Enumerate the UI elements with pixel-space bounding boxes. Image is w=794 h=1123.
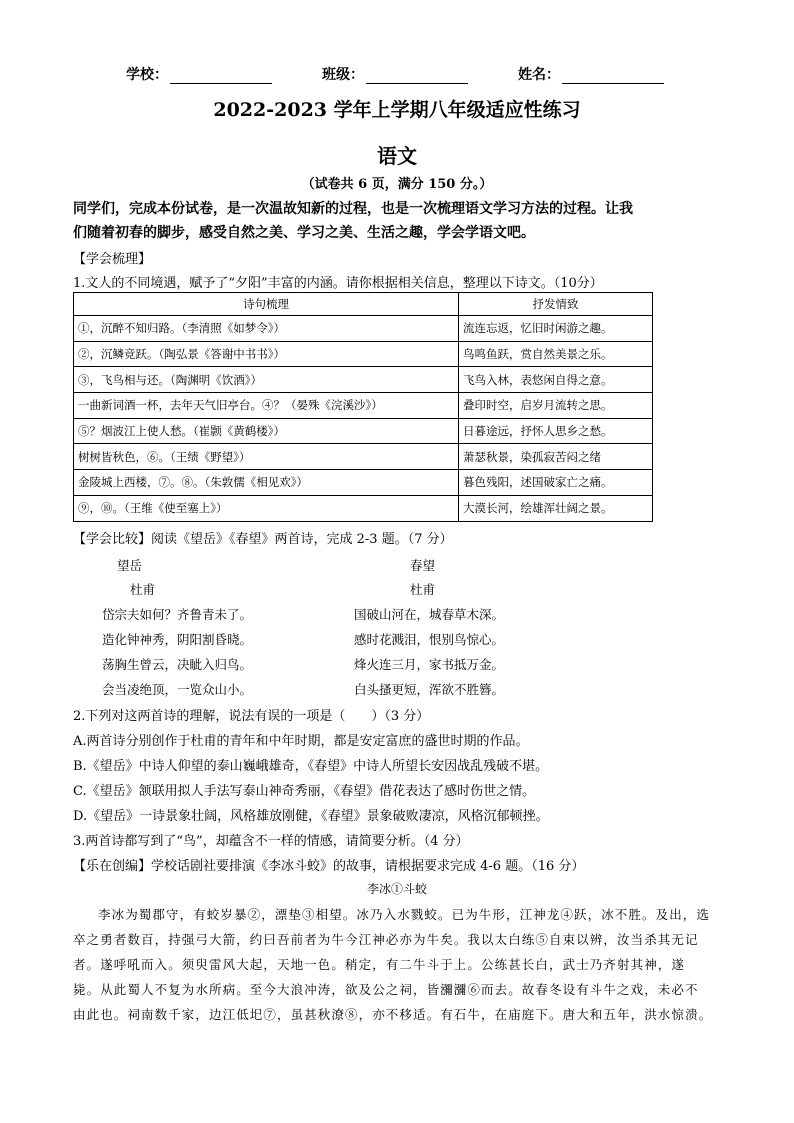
table-row — [74, 495, 653, 521]
table-cell-feeling: 飞鸟入林，表悠闲自得之意。 — [459, 367, 653, 393]
name-label: 姓名： — [518, 67, 560, 83]
subject-title: 语文 — [377, 144, 417, 168]
table-row — [74, 418, 653, 444]
poem1-line: 岱宗夫如何？齐鲁青未了。 — [102, 607, 253, 622]
table-cell-feeling: 叠印时空，启岁月流转之思。 — [459, 393, 653, 419]
question-3: 3.两首诗都写到了“鸟”，却蕴含不一样的情感，请简要分析。（4 分） — [73, 834, 469, 849]
poem1-title: 望岳 — [117, 558, 143, 573]
table-row — [74, 367, 653, 393]
intro-line-2: 们随着初春的脚步，感受自然之美、学习之美、生活之趣，学会学语文吧。 — [73, 225, 535, 241]
exam-note: （试卷共 6 页，满分 150 分。） — [301, 177, 493, 192]
poem2-author: 杜甫 — [410, 582, 436, 597]
poem1-author: 杜甫 — [130, 582, 156, 597]
passage-line: 由此也。祠南数千家，边江低圯⑦，虽甚秋潦⑧，亦不移适。有石牛，在庙庭下。唐大和五年，洪水惊溃。 — [73, 1007, 713, 1022]
table-cell-poem: 金陵城上西楼，⑦。⑧。（朱敦儒《相见欢》） — [74, 470, 459, 496]
poem2-line: 白头搔更短，浑欲不胜簪。 — [354, 682, 505, 697]
passage-line: 毙。从此蜀人不复为水所病。至今大浪冲涛，欲及公之祠，皆瀰瀰⑥而去。故春冬设有斗牛之戏，未必不 — [73, 982, 699, 997]
poem1-line: 荡胸生曾云，决眦入归鸟。 — [102, 657, 253, 672]
name-field — [518, 64, 664, 84]
table-header-row — [74, 293, 653, 316]
option-b: B.《望岳》中诗人仰望的泰山巍峨雄奇，《春望》中诗人所望长安因战乱残破不堪。 — [73, 759, 549, 774]
table-header-feeling: 抒发情致 — [459, 293, 653, 316]
class-label: 班级： — [322, 67, 364, 83]
school-label: 学校： — [126, 67, 168, 83]
poem1-line: 造化钟神秀，阴阳割昏晓。 — [102, 632, 253, 647]
table-row — [74, 393, 653, 419]
table-row — [74, 444, 653, 470]
table-cell-feeling: 大漠长河，绘雄浑壮阔之景。 — [459, 495, 653, 521]
table-cell-poem: ①，沉醉不知归路。（李清照《如梦令》） — [74, 316, 459, 342]
table-row — [74, 341, 653, 367]
exam-title: 2022-2023 学年上学期八年级适应性练习 — [213, 99, 581, 121]
table-cell-poem: ⑤？烟波江上使人愁。（崔颢《黄鹤楼》） — [74, 418, 459, 444]
table-cell-feeling: 暮色残阳，述国破家亡之痛。 — [459, 470, 653, 496]
option-d: D.《望岳》一诗景象壮阔，风格雄放刚健，《春望》景象破败凄凉，风格沉郁顿挫。 — [73, 809, 549, 824]
passage-title: 李冰①斗蛟 — [366, 882, 427, 896]
poem2-line: 感时花溅泪，恨别鸟惊心。 — [354, 632, 505, 647]
table-cell-poem: ⑨，⑩。（王维《使至塞上》） — [74, 495, 459, 521]
table-cell-poem: ②，沉鳞竞跃。（陶弘景《答谢中书书》） — [74, 341, 459, 367]
table-cell-feeling: 鸟鸣鱼跃，赏自然美景之乐。 — [459, 341, 653, 367]
table-row — [74, 470, 653, 496]
name-blank[interactable] — [562, 69, 664, 84]
question-1: 1.文人的不同境遇，赋予了“夕阳”丰富的内涵。请你根据相关信息，整理以下诗文。（10分） — [73, 276, 603, 291]
question-2: 2.下列对这两首诗的理解，说法有误的一项是（ ）（3 分） — [73, 709, 430, 724]
passage-line: 者。遂呼吼而入。须臾雷风大起，天地一色。稍定，有二牛斗于上。公练甚长白，武士乃齐射其神，遂 — [73, 957, 686, 972]
intro-line-1: 同学们，完成本份试卷，是一次温故知新的过程，也是一次梳理语文学习方法的过程。让我 — [73, 201, 633, 217]
table-cell-poem: ③，飞鸟相与还。（陶渊明《饮酒》） — [74, 367, 459, 393]
poem2-line: 国破山河在，城春草木深。 — [354, 607, 505, 622]
option-a: A.两首诗分别创作于杜甫的青年和中年时期，都是安定富庶的盛世时期的作品。 — [73, 734, 529, 749]
section3-heading: 【乐在创编】学校话剧社要排演《李冰斗蛟》的故事，请根据要求完成 4-6 题。（16 分） — [73, 859, 585, 874]
table-cell-feeling: 萧瑟秋景，染孤寂苦闷之绪 — [459, 444, 653, 470]
table-cell-poem: 一曲新词酒一杯，去年天气旧亭台。④？（晏殊《浣溪沙》） — [74, 393, 459, 419]
school-blank[interactable] — [170, 69, 272, 84]
class-field — [322, 64, 468, 84]
table-row — [74, 316, 653, 342]
poem-table — [73, 292, 653, 522]
poem1-line: 会当凌绝顶，一览众山小。 — [102, 682, 253, 697]
passage-line: 卒之勇者数百，持强弓大箭，约曰吾前者为牛今江神必亦为牛矣。我以太白练⑤自束以辨，汝当杀其无记 — [73, 932, 699, 947]
passage-line: 李冰为蜀郡守，有蛟岁暴②，漂垫③相望。冰乃入水戮蛟。已为牛形，江神龙④跃，冰不胜。及出，选 — [98, 907, 711, 922]
table-cell-feeling: 日暮途远，抒怀人思乡之愁。 — [459, 418, 653, 444]
table-cell-feeling: 流连忘返，忆旧时闲游之趣。 — [459, 316, 653, 342]
passage-body — [73, 902, 721, 1027]
class-blank[interactable] — [366, 69, 468, 84]
poem2-line: 烽火连三月，家书抵万金。 — [354, 657, 505, 672]
option-c: C.《望岳》颔联用拟人手法写泰山神奇秀丽，《春望》借花表达了感时伤世之情。 — [73, 784, 536, 799]
table-cell-poem: 树树皆秋色，⑥。（王绩《野望》） — [74, 444, 459, 470]
section1-heading: 【学会梳理】 — [73, 252, 152, 267]
school-field — [126, 64, 272, 84]
table-header-poem: 诗句梳理 — [74, 293, 459, 316]
section2-heading: 【学会比较】阅读《望岳》《春望》两首诗，完成 2-3 题。（7 分） — [73, 532, 453, 547]
poem2-title: 春望 — [410, 558, 436, 573]
